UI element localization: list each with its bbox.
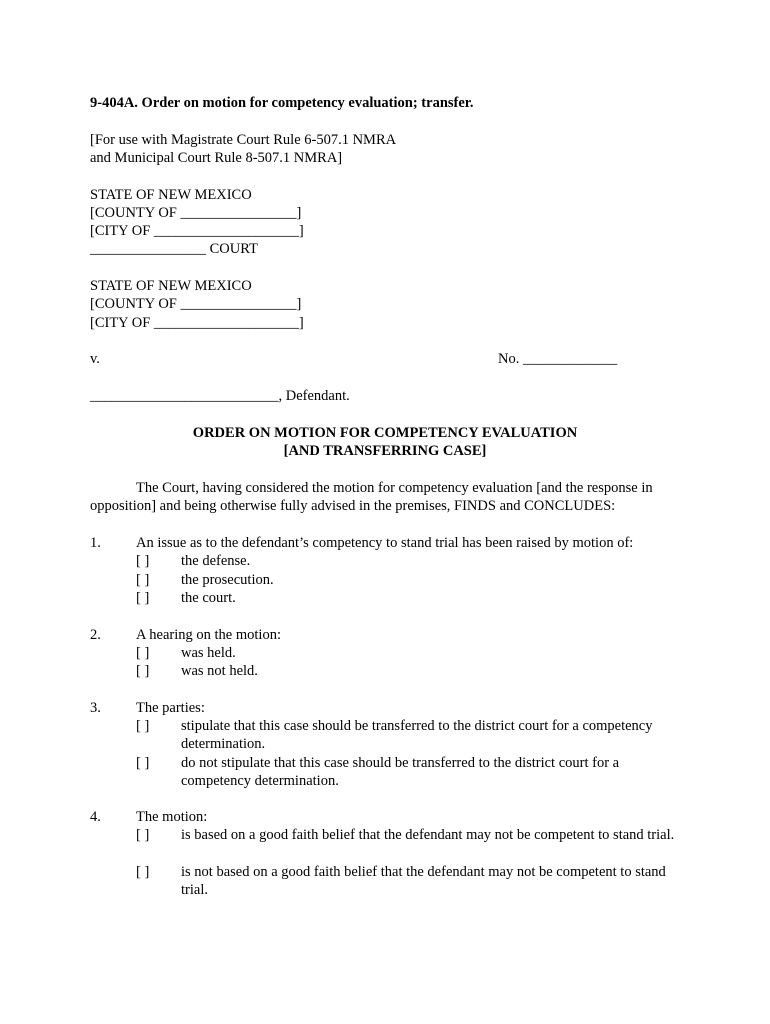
option-label: stipulate that this case should be transferred to the district court for a competency determination. (181, 718, 653, 753)
court-city: [CITY OF ____________________] (90, 223, 304, 239)
case-number: No. _____________ (498, 351, 618, 367)
order-title-line-1: ORDER ON MOTION FOR COMPETENCY EVALUATION (192, 425, 578, 441)
option-label: the defense. (181, 553, 251, 569)
intro-line-2: opposition] and being otherwise fully advised in the premises, FINDS and CONCLUDES: (90, 498, 616, 514)
checkbox[interactable]: [ ] (136, 645, 150, 661)
item-text: An issue as to the defendant’s competency to stand trial has been raised by motion of: (136, 535, 634, 551)
item-number: 4. (90, 809, 101, 825)
plaintiff-city: [CITY OF ____________________] (90, 315, 304, 331)
use-note-line-2: and Municipal Court Rule 8-507.1 NMRA] (90, 150, 343, 166)
option-label: was held. (181, 645, 236, 661)
checkbox[interactable]: [ ] (136, 553, 150, 569)
versus: v. (90, 351, 100, 367)
option-label: do not stipulate that this case should be transferred to the district court for a competency determination. (181, 755, 620, 790)
option-label: the court. (181, 590, 236, 606)
item-number: 2. (90, 627, 101, 643)
item-text: The parties: (136, 700, 205, 716)
court-county: [COUNTY OF ________________] (90, 205, 302, 221)
item-number: 1. (90, 535, 101, 551)
checkbox[interactable]: [ ] (136, 864, 150, 880)
court-state: STATE OF NEW MEXICO (90, 187, 252, 203)
use-note-line-1: [For use with Magistrate Court Rule 6-507.1 NMRA (90, 132, 397, 148)
form-title: 9-404A. Order on motion for competency evaluation; transfer. (90, 95, 474, 111)
defendant-line: __________________________, Defendant. (90, 388, 350, 404)
plaintiff-state: STATE OF NEW MEXICO (90, 278, 252, 294)
checkbox[interactable]: [ ] (136, 755, 150, 771)
plaintiff-county: [COUNTY OF ________________] (90, 296, 302, 312)
item-number: 3. (90, 700, 101, 716)
option-label: is not based on a good faith belief that the defendant may not be competent to stand trial. (181, 864, 666, 899)
checkbox[interactable]: [ ] (136, 827, 150, 843)
option-label: is based on a good faith belief that the defendant may not be competent to stand trial. (181, 827, 675, 843)
checkbox[interactable]: [ ] (136, 718, 150, 734)
order-title-line-2: [AND TRANSFERRING CASE] (283, 443, 487, 459)
option-label: was not held. (181, 663, 258, 679)
option-label: the prosecution. (181, 572, 274, 588)
intro-line-1: The Court, having considered the motion for competency evaluation [and the response in (136, 480, 653, 496)
checkbox[interactable]: [ ] (136, 572, 150, 588)
checkbox[interactable]: [ ] (136, 663, 150, 679)
court-name: ________________ COURT (90, 241, 258, 257)
item-text: A hearing on the motion: (136, 627, 281, 643)
checkbox[interactable]: [ ] (136, 590, 150, 606)
item-text: The motion: (136, 809, 208, 825)
